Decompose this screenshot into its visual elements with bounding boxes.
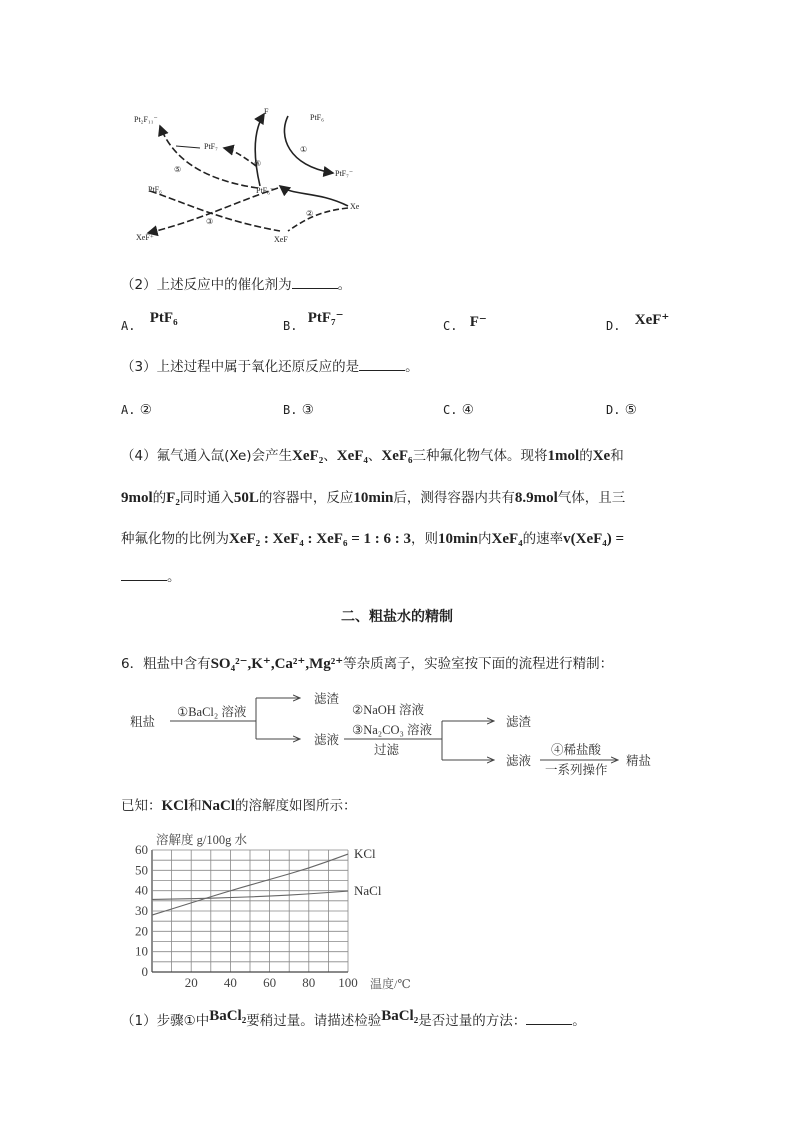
flow-filter: 过滤 [374,743,400,757]
q3-option-b[interactable]: B. ③ [283,402,314,418]
label-xef-plus: XeF⁺ [136,233,154,242]
x-tick-label: 40 [223,975,237,990]
q4-line4: 。 [121,566,181,587]
known-line: 已知：KCl和NaCl的溶解度如图所示： [121,798,357,814]
x-tick-label: 20 [184,975,198,990]
flow-crude: 粗盐 [130,715,156,729]
flow-step3: ③Na₂CO₃ 溶液 [352,723,432,737]
flow-ops: 一系列操作 [545,763,608,777]
q3-stem: （3）上述过程中属于氧化还原反应的是 。 [121,356,419,377]
label-ptf6-minus: PtF₆⁻ [256,186,275,195]
arrow-step2 [280,186,348,206]
x-axis-label: 温度/℃ [370,977,411,991]
flow-pure: 精盐 [626,754,652,768]
y-tick-label: 40 [135,882,148,898]
flow-filtrate1: 滤液 [314,733,340,747]
x-tick-label: 100 [338,975,358,990]
q2-option-b[interactable]: B. PtF₇⁻ [283,310,344,333]
chart-title: 溶解度 g/100g 水 [156,833,247,847]
arrow-step3a [150,191,280,231]
answer-blank[interactable] [526,1010,572,1025]
flow-residue1: 滤渣 [314,692,340,706]
y-tick-label: 0 [141,964,148,979]
flow-step1: ①BaCl₂ 溶液 [177,705,247,719]
q4-line3: 种氟化物的比例为XeF₂ : XeF₄ : XeF₆ = 1 : 6 : 3，则10min内XeF₄的速率v(XeF₄) = [121,531,625,547]
y-tick-label: 10 [135,943,148,959]
label-step3: ③ [206,217,214,226]
label-ptf7-right: PtF₇⁻ [335,169,354,178]
label-step2: ② [306,209,314,218]
flow-step2: ②NaOH 溶液 [352,703,424,717]
label-pt2f11: Pt₂F₁₁⁻ [134,115,158,124]
flow-residue2: 滤渣 [506,715,532,729]
y-tick-label: 60 [135,842,148,857]
answer-blank[interactable] [359,356,405,371]
flow-diagram [128,684,668,779]
label-step1: ① [300,145,308,154]
x-tick-label: 60 [263,975,277,990]
q3-option-d[interactable]: D. ⑤ [606,402,637,418]
q6-stem: 6．粗盐中含有SO₄²⁻,K⁺,Ca²⁺,Mg²⁺等杂质离子，实验室按下面的流程进行精制： [121,656,614,672]
arrow-step2b [288,208,348,231]
x-tick-label: 80 [302,975,316,990]
answer-blank[interactable] [121,566,167,581]
q3-option-a[interactable]: A. ② [121,402,152,418]
series-label-kcl: KCl [354,846,376,862]
answer-blank[interactable] [292,274,338,289]
label-ptf6-left: PtF₆ [148,185,162,194]
arrow-step1 [284,116,333,173]
mechanism-diagram [128,106,378,246]
solubility-chart [128,830,411,991]
q2-stem: （2）上述反应中的催化剂为 。 [121,274,351,295]
q4-line1: （4）氟气通入氙(Xe)会产生XeF₂、XeF₄、XeF₆三种氟化物气体。现将1mol的Xe和 [121,448,624,464]
section-title: 二、粗盐水的精制 [341,609,453,625]
flow-step4: ④稀盐酸 [551,743,602,757]
label-step5: ⑤ [174,165,182,174]
label-step4: ④ [254,159,262,168]
series-label-nacl: NaCl [354,883,382,899]
q3-option-c[interactable]: C. ④ [443,402,474,418]
label-xe: Xe [350,202,360,211]
arrow-ptf7-branch [176,146,200,148]
flow-filtrate2: 滤液 [506,754,532,768]
label-xef: XeF [274,235,288,244]
q4-line2: 9mol的F₂同时通入50L的容器中，反应10min后，测得容器内共有8.9mol气体，且三 [121,490,626,506]
q1-stem: （1）步骤①中BaCl₂要稍过量。请描述检验BaCl₂是否过量的方法： 。 [121,1008,586,1029]
arrow-step5 [160,126,258,188]
y-tick-label: 30 [135,903,148,918]
arrow-step4b [224,148,256,166]
y-tick-label: 50 [135,862,148,878]
arrow-step4 [255,114,264,186]
label-f: F [264,107,269,116]
label-ptf7-mid: PtF₇ [204,142,218,151]
y-tick-label: 20 [135,923,148,939]
q2-option-a[interactable]: A. PtF₆ [121,310,178,333]
q2-option-d[interactable]: D. XeF⁺ [606,312,670,333]
q2-option-c[interactable]: C. F⁻ [443,314,487,333]
label-ptf6-top: PtF₆ [310,113,324,122]
